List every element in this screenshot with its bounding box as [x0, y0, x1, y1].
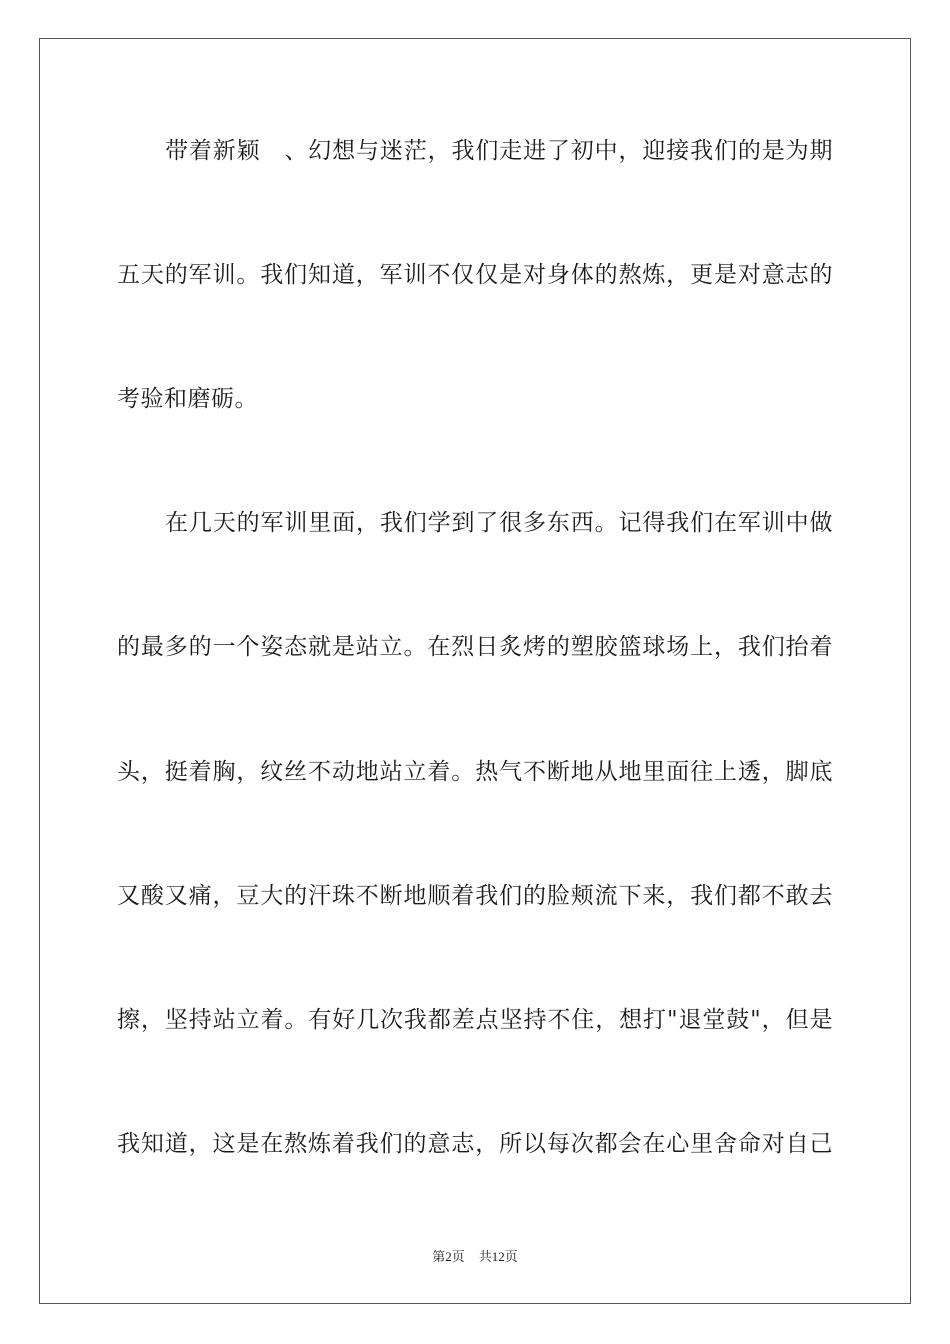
paragraph-1-line-2: 五天的军训。我们知道，军训不仅仅是对身体的熬炼，更是对意志的	[117, 262, 833, 288]
total-page-count: 共12页	[478, 1249, 518, 1264]
paragraph-2-line-3: 头，挺着胸，纹丝不动地站立着。热气不断地从地里面往上透，脚底	[117, 759, 833, 785]
paragraph-2-line-5: 擦，坚持站立着。有好几次我都差点坚持不住，想打"退堂鼓"，但是	[117, 1007, 833, 1033]
paragraph-1-line-1: 带着新颖 、幻想与迷茫，我们走进了初中，迎接我们的是为期	[165, 138, 833, 164]
paragraph-2-line-6: 我知道，这是在熬炼着我们的意志，所以每次都会在心里舍命对自己	[117, 1131, 833, 1157]
page-border	[39, 38, 911, 1304]
current-page-number: 第2页	[432, 1249, 465, 1264]
paragraph-2-line-4: 又酸又痛，豆大的汗珠不断地顺着我们的脸颊流下来，我们都不敢去	[117, 883, 833, 909]
paragraph-2-line-2: 的最多的一个姿态就是站立。在烈日炙烤的塑胶篮球场上，我们抬着	[117, 634, 833, 660]
paragraph-2-line-1: 在几天的军训里面，我们学到了很多东西。记得我们在军训中做	[165, 510, 833, 536]
page-footer	[0, 1248, 950, 1266]
paragraph-1-line-3: 考验和磨砺。	[117, 386, 258, 412]
